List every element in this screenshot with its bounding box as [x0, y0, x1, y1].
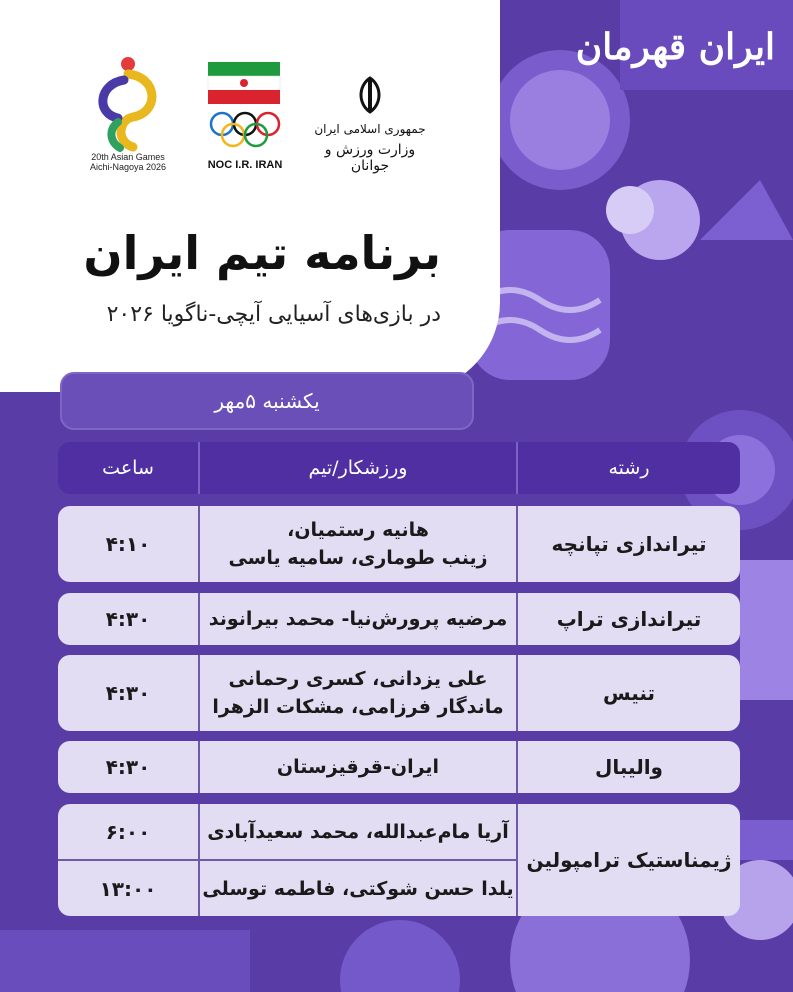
page-title: برنامه تیم ایران: [83, 226, 441, 280]
row-time: ۴:۱۰: [105, 532, 151, 556]
noc-logo: [200, 62, 290, 172]
athlete-line: آریا مام‌عبدالله، محمد سعیدآبادی: [207, 820, 509, 843]
row-discipline: ژیمناستیک ترامپولین: [526, 848, 732, 872]
iran-emblem-icon: [350, 74, 390, 119]
row-athlete: [198, 506, 518, 582]
table-row: [58, 506, 740, 582]
athlete-line: ماندگار فرزامی، مشکات الزهرا: [212, 696, 504, 718]
table-row-group: [58, 804, 740, 916]
row-discipline: تنیس: [602, 681, 656, 705]
asian-games-logo: [78, 52, 178, 172]
header-discipline: رشته: [608, 457, 650, 479]
row-time: ۴:۳۰: [105, 607, 151, 631]
row-athlete: [198, 593, 518, 645]
row-time: ۴:۳۰: [105, 755, 151, 779]
ministry-line-2: وزارت ورزش و جوانان: [324, 142, 416, 174]
row-athlete: [198, 655, 518, 731]
athlete-line: یلدا حسن شوکتی، فاطمه توسلی: [202, 877, 514, 900]
noc-caption: NOC I.R. IRAN: [207, 159, 283, 171]
row-athlete: [198, 804, 518, 859]
page-subtitle: در بازی‌های آسیایی آیچی-ناگویا ۲۰۲۶: [106, 302, 441, 327]
iran-flag-olympic-rings-icon: [200, 62, 290, 157]
row-time: ۱۳:۰۰: [99, 876, 157, 901]
row-athlete: [198, 741, 518, 793]
athlete-line: ایران-قرقیزستان: [276, 756, 440, 778]
row-time: ۴:۳۰: [105, 681, 151, 705]
asian-games-emblem-icon: [78, 52, 178, 152]
row-time: ۶:۰۰: [105, 819, 151, 844]
athlete-line: علی یزدانی، کسری رحمانی: [228, 668, 488, 690]
logos-row: [60, 52, 460, 172]
row-discipline: تیراندازی تراپ: [556, 607, 702, 631]
table-row: [58, 655, 740, 731]
asian-games-caption-2: Aichi-Nagoya 2026: [89, 162, 167, 172]
table-row: [58, 859, 518, 916]
row-group-left: [58, 804, 518, 916]
athlete-line: مرضیه پرورش‌نیا- محمد بیرانوند: [208, 608, 508, 630]
day-label: یکشنبه ۵مهر: [60, 372, 474, 430]
asian-games-caption-1: 20th Asian Games: [91, 152, 165, 162]
athlete-line: زینب طوماری، سامیه یاسی: [228, 547, 488, 569]
table-row: [58, 804, 518, 859]
row-discipline: تیراندازی تپانچه: [551, 532, 707, 556]
ministry-logo: [310, 70, 430, 174]
table-row: [58, 593, 740, 645]
table-header: [58, 442, 740, 494]
header-athlete: ورزشکار/تیم: [198, 442, 518, 494]
row-discipline: والیبال: [595, 755, 663, 779]
table-row: [58, 741, 740, 793]
ministry-line-1: جمهوری اسلامی ایران: [314, 122, 426, 136]
header-time: ساعت: [102, 457, 154, 479]
row-athlete: [198, 861, 518, 916]
athlete-line: هانیه رستمیان،: [287, 519, 429, 541]
brand-logo: ایران قهرمان: [575, 26, 775, 68]
